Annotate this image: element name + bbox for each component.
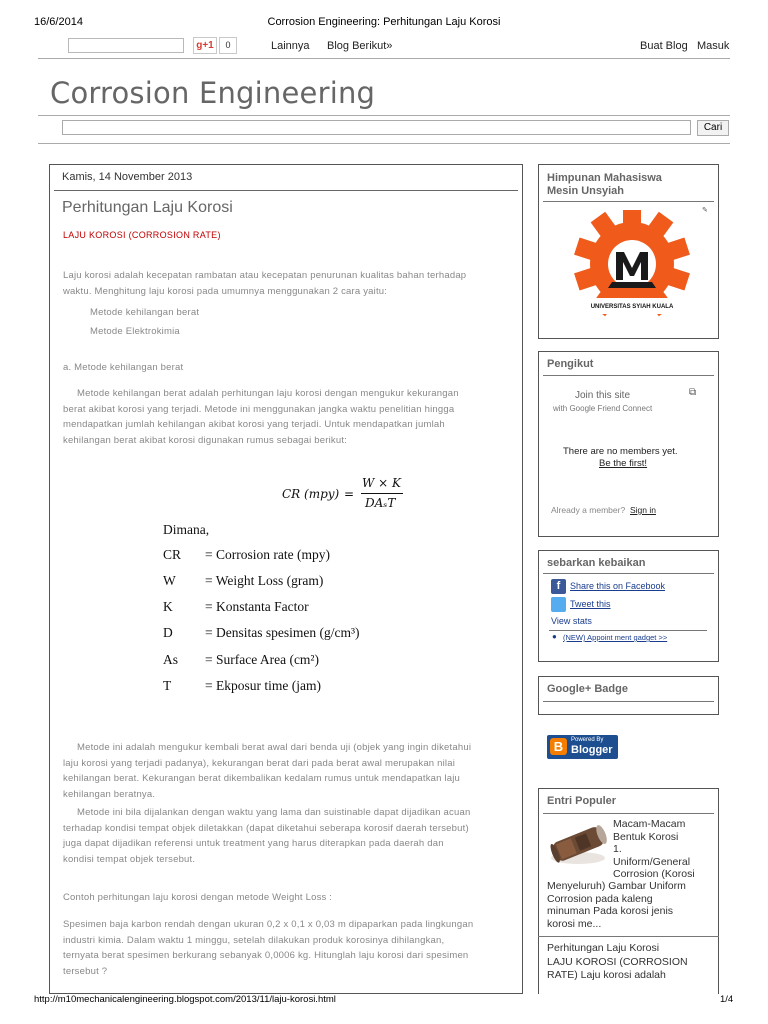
- tweet-link[interactable]: Tweet this: [570, 599, 611, 609]
- corroded-can-icon: [547, 818, 609, 868]
- popular-post-1-snippet: Menyeluruh) Gambar Uniform Corrosion pada kaleng minuman Pada korosi jenis korosi me...: [547, 880, 686, 930]
- widget-sebarkan-title: sebarkan kebaikan: [547, 557, 646, 569]
- widget-divider: [543, 701, 714, 702]
- post-date: Kamis, 14 November 2013: [62, 171, 193, 183]
- method-item: Metode Elektrokimia: [90, 326, 180, 337]
- formula-equals: =: [344, 487, 355, 501]
- widget-divider: [543, 201, 714, 202]
- blogger-icon: B: [550, 738, 567, 755]
- definition-row: W = Weight Loss (gram): [163, 573, 324, 588]
- powered-by-blogger-badge[interactable]: B Powered By Blogger: [547, 735, 618, 759]
- definition-row: T = Ekposur time (jam): [163, 678, 321, 693]
- widget-divider: [543, 573, 714, 574]
- no-members-text: There are no members yet.: [563, 446, 678, 457]
- long-term-paragraph: Metode ini bila dijalankan dengan waktu yang lama dan suistinable dapat dijadikan acuan terhadap kondisi tempat objek diletakkan (dapat diketahui seberapa korosif daerah tersebut) juga dapat dijadikan referensi untuk treatment yang harus diterapkan pada daerah dan kondisi tempat objek tersebut.: [63, 807, 471, 865]
- formula-numerator: W × K: [362, 476, 401, 490]
- header-divider-bottom: [38, 115, 730, 116]
- definition-row: K = Konstanta Factor: [163, 599, 309, 614]
- print-page-number: 1/4: [720, 994, 734, 1005]
- print-date: 16/6/2014: [34, 16, 83, 28]
- gear-logo-icon: [562, 210, 708, 322]
- example-paragraph: Spesimen baja karbon rendah dengan ukuran 0,2 x 0,1 x 0,03 m dipaparkan pada lingkungan industri kimia. Dalam waktu 1 minggu, setelah dilakukan produk korosinya dihilangkan, ternyata berat spesimen berkurang sebanyak 0,0006 kg. Hitunglah laju korosi dari spesimen tersebut ?: [63, 919, 474, 977]
- new-gadget-link[interactable]: (NEW) Appoint ment gadget >>: [563, 633, 668, 642]
- view-stats-link[interactable]: View stats: [551, 616, 592, 626]
- widget-divider: [543, 813, 714, 814]
- share-facebook-link[interactable]: Share this on Facebook: [570, 581, 666, 591]
- join-site-label[interactable]: Join this site: [575, 390, 631, 401]
- definition-row: D = Densitas spesimen (g/cm³): [163, 625, 360, 640]
- definition-row: CR = Corrosion rate (mpy): [163, 547, 330, 562]
- be-first-link[interactable]: Be the first!: [599, 458, 648, 469]
- site-title[interactable]: Corrosion Engineering: [50, 76, 376, 110]
- print-footer: [0, 994, 768, 1008]
- widget-divider: [538, 936, 719, 937]
- nav-next-blog-link[interactable]: Blog Berikut»: [327, 40, 393, 52]
- himpunan-logo[interactable]: [562, 210, 708, 322]
- print-header: [0, 16, 768, 30]
- widget-gplus-title: Google+ Badge: [547, 683, 628, 695]
- widget-pengikut-title: Pengikut: [547, 358, 594, 370]
- method-item: Metode kehilangan berat: [90, 307, 200, 318]
- header-divider-top: [38, 58, 730, 59]
- post-subtitle: LAJU KOROSI (CORROSION RATE): [63, 230, 221, 240]
- sign-in-link[interactable]: Sign in: [630, 505, 656, 515]
- dimana-label: Dimana,: [163, 522, 210, 537]
- post-date-divider: [54, 190, 518, 191]
- nav-create-blog-link[interactable]: Buat Blog: [640, 40, 688, 52]
- twitter-icon[interactable]: [551, 597, 566, 612]
- popular-post-1-side[interactable]: Macam-Macam Bentuk Korosi 1. Uniform/General Corrosion (Korosi: [613, 818, 695, 880]
- facebook-icon[interactable]: f: [551, 579, 566, 594]
- example-title: Contoh perhitungan laju korosi dengan metode Weight Loss :: [63, 892, 333, 903]
- widget-divider: [549, 630, 707, 631]
- formula-lhs: CR (mpy): [282, 487, 340, 501]
- popular-post-2-snippet: LAJU KOROSI (CORROSION RATE) Laju korosi adalah: [547, 956, 688, 981]
- widget-divider: [543, 375, 714, 376]
- nav-sign-in-link[interactable]: Masuk: [697, 40, 730, 52]
- google-plus-count: 0: [219, 37, 237, 54]
- blogger-navbar: [0, 36, 768, 58]
- google-plus-one-button[interactable]: g+1: [193, 37, 217, 54]
- section-heading: a. Metode kehilangan berat: [63, 362, 184, 373]
- widget-entri-title: Entri Populer: [547, 795, 617, 807]
- fraction-bar: [361, 493, 403, 494]
- logo-bottom-text: UNIVERSITAS SYIAH KUALA: [590, 304, 674, 310]
- info-icon: ●: [552, 632, 557, 641]
- already-member-text: Already a member?: [551, 505, 626, 515]
- edit-widget-icon[interactable]: ✎: [702, 207, 708, 214]
- corroded-can-thumbnail[interactable]: [547, 818, 609, 868]
- weight-loss-paragraph: Metode kehilangan berat adalah perhitungan laju korosi dengan mengukur kekurangan berat akibat korosi yang terjadi. Metode ini menggunakan jangka waktu penelitian hingga mendapatkan jumlah kehilangan akibat korosi yang terjadi. Untuk mendapatkan jumlah kehilangan berat akibat korosi digunakan rumus sebagai berikut:: [63, 388, 459, 446]
- post-title[interactable]: Perhitungan Laju Korosi: [62, 199, 233, 216]
- search-button[interactable]: Cari: [697, 120, 729, 136]
- popular-post-2-title[interactable]: Perhitungan Laju Korosi: [547, 942, 660, 954]
- formula-denominator: DAₛT: [365, 496, 396, 510]
- nav-lainnya-link[interactable]: Lainnya: [271, 40, 310, 52]
- widget-himpunan-title: Himpunan Mahasiswa Mesin Unsyiah: [547, 172, 662, 197]
- corrosion-rate-formula: [282, 474, 422, 514]
- search-divider: [38, 143, 730, 144]
- gfc-label: with Google Friend Connect: [553, 404, 653, 413]
- remeasure-paragraph: Metode ini adalah mengukur kembali berat awal dari benda uji (objek yang ingin diketahui laju korosi yang terjadi padanya), kekurangan berat dari pada berat awal merupakan nilai kehilangan berat. Kekurangan berat dikembalikan kedalam rumus untuk mendapatkan laju kehilangan beratnya.: [63, 742, 472, 800]
- definition-row: As = Surface Area (cm²): [163, 652, 319, 667]
- print-url: http://m10mechanicalengineering.blogspot.com/2013/11/laju-korosi.html: [34, 994, 336, 1005]
- blog-search-input[interactable]: [62, 120, 691, 135]
- navbar-search-input[interactable]: [68, 38, 184, 53]
- print-page-title: Corrosion Engineering: Perhitungan Laju Korosi: [267, 16, 501, 28]
- intro-paragraph: Laju korosi adalah kecepatan rambatan atau kecepatan penurunan kualitas bahan terhadap waktu. Menghitung laju korosi pada umumnya menggunakan 2 cara yaitu:: [63, 270, 467, 297]
- popout-icon[interactable]: ⧉: [689, 387, 697, 398]
